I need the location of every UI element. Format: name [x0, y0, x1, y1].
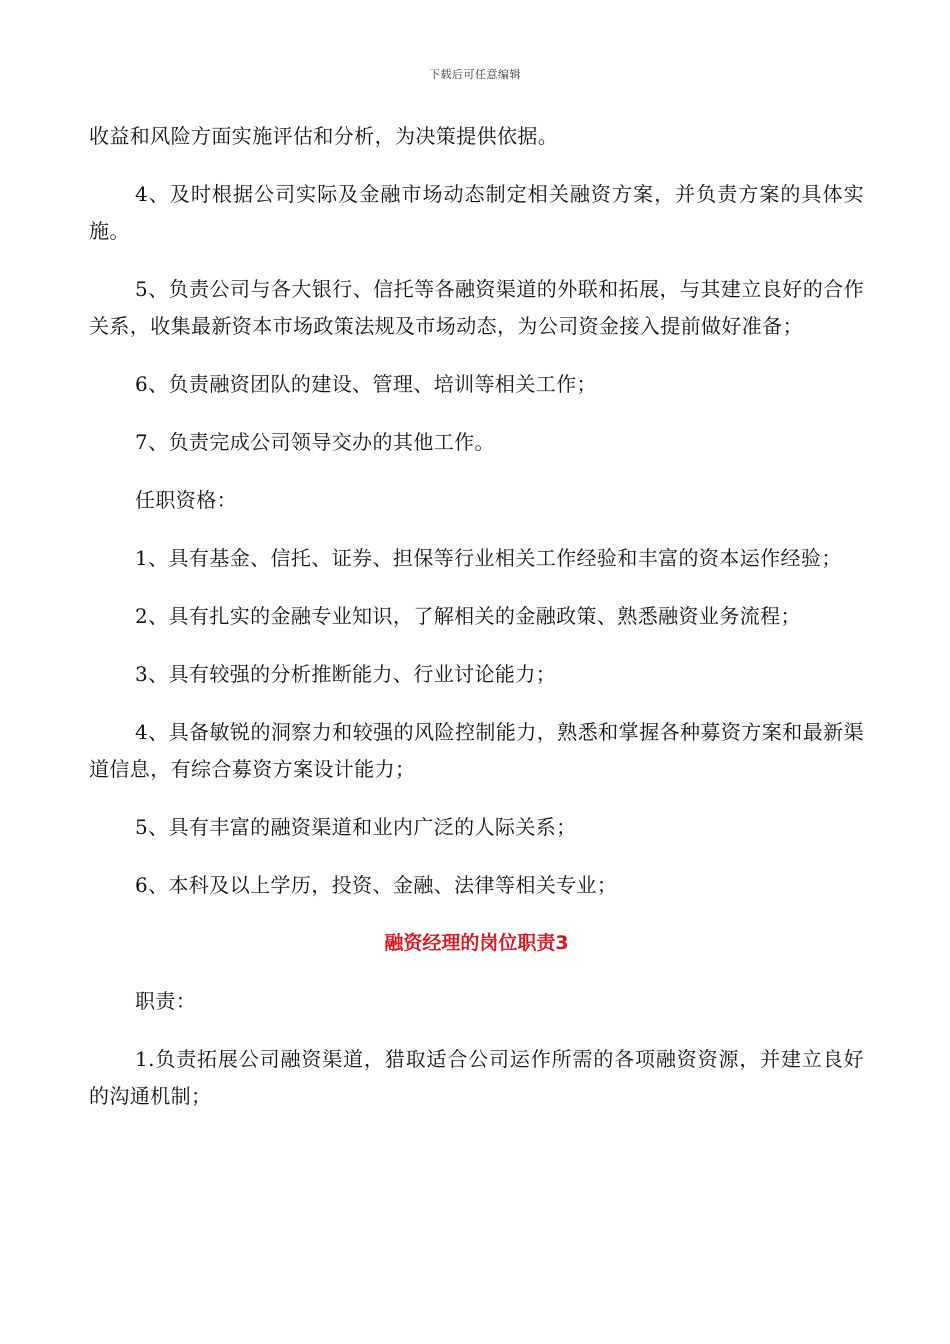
subheading: 任职资格：: [135, 488, 237, 512]
subheading: 职责：: [135, 989, 197, 1013]
page-header: 下载后可任意编辑: [429, 68, 521, 81]
paragraph: 5、负责公司与各大银行、信托等各融资渠道的外联和拓展，与其建立良好的合作关系，收集最新资本市场政策法规及市场动态，为公司资金接入提前做好准备；: [89, 277, 864, 338]
section-title: 融资经理的岗位职责3: [384, 932, 569, 954]
document-body: [89, 118, 864, 1136]
paragraph: 5、具有丰富的融资渠道和业内广泛的人际关系；: [135, 815, 577, 839]
paragraph: 6、负责融资团队的建设、管理、培训等相关工作；: [135, 372, 597, 396]
paragraph: 收益和风险方面实施评估和分析，为决策提供依据。: [89, 124, 559, 148]
paragraph: 4、具备敏锐的洞察力和较强的风险控制能力，熟悉和掌握各种募资方案和最新渠道信息，有综合募资方案设计能力；: [89, 720, 864, 781]
paragraph: 3、具有较强的分析推断能力、行业讨论能力；: [135, 662, 557, 686]
paragraph: 1.负责拓展公司融资渠道，猎取适合公司运作所需的各项融资资源，并建立良好的沟通机制；: [89, 1047, 864, 1108]
paragraph: 2、具有扎实的金融专业知识，了解相关的金融政策、熟悉融资业务流程；: [135, 604, 801, 628]
paragraph: 1、具有基金、信托、证券、担保等行业相关工作经验和丰富的资本运作经验；: [135, 546, 842, 570]
paragraph: 6、本科及以上学历，投资、金融、法律等相关专业；: [135, 873, 618, 897]
paragraph: 4、及时根据公司实际及金融市场动态制定相关融资方案，并负责方案的具体实施。: [89, 182, 864, 243]
paragraph: 7、负责完成公司领导交办的其他工作。: [135, 430, 495, 454]
